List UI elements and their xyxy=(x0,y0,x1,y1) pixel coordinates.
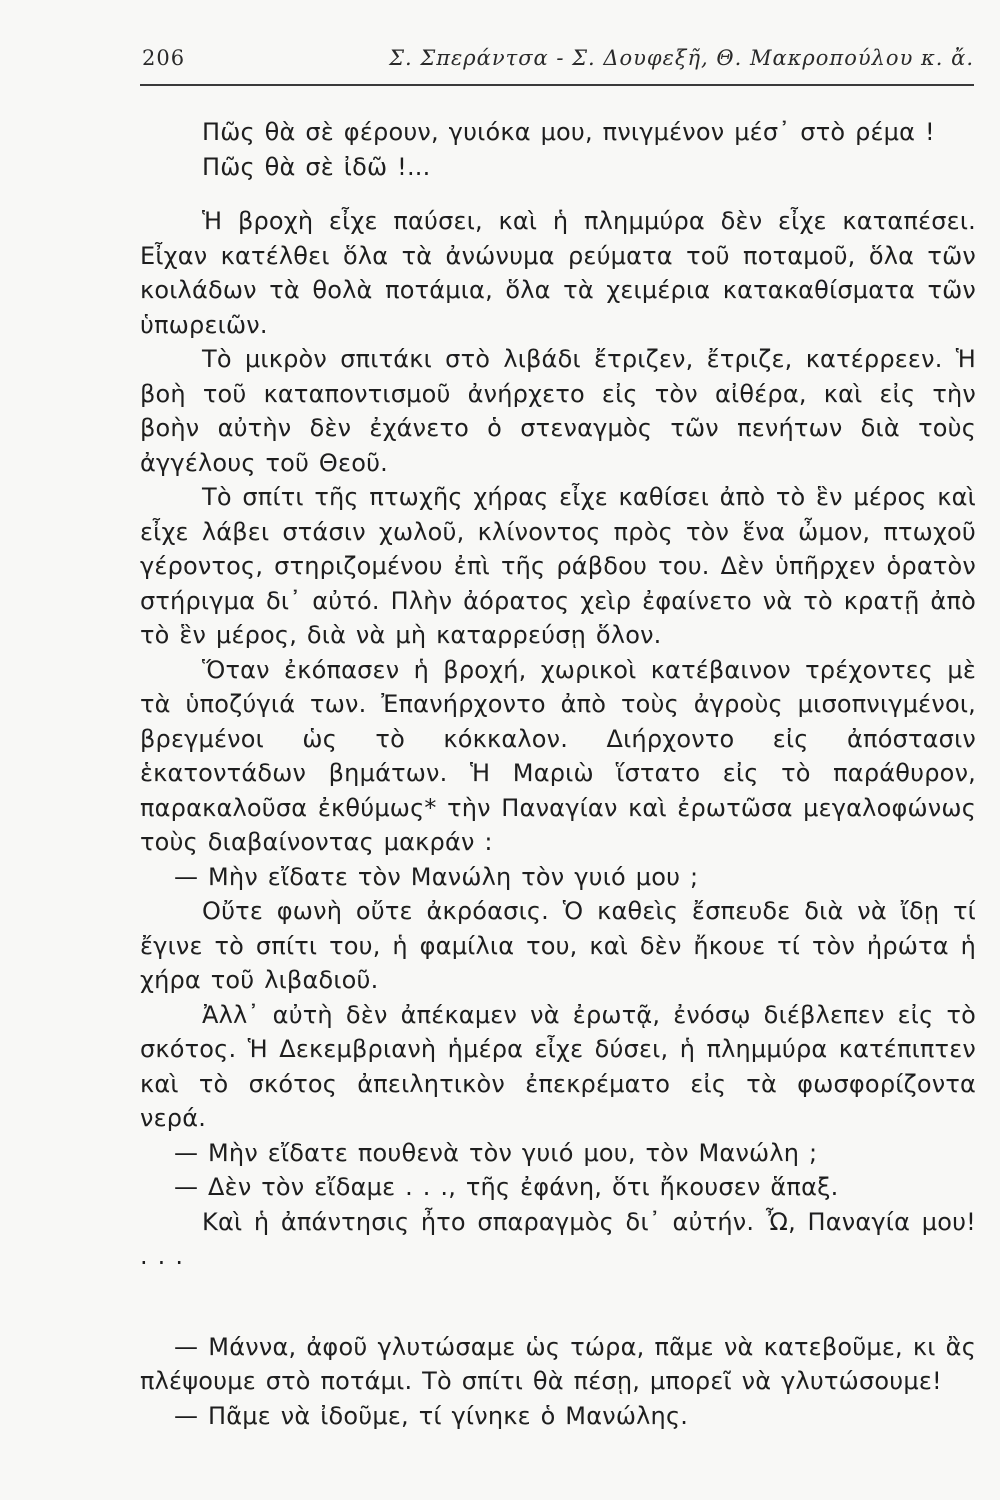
paragraph: Καὶ ἡ ἀπάντησις ἦτο σπαραγμὸς δι᾽ αὐτήν. Ὦ, Παναγία μου! . . . xyxy=(140,1207,976,1270)
paragraph: Ἀλλ᾽ αὐτὴ δὲν ἀπέκαμεν νὰ ἐρωτᾷ, ἐνόσῳ διέβλεπεν εἰς τὸ σκότος. Ἡ Δεκεμβριανὴ ἡμέρα εἶχε δύσει, ἡ πλημμύρα κατέπιπτεν καὶ τὸ σκότος ἀπειλητικὸν ἐπεκρέματο εἰς τὰ φωσφορίζοντα νερά. xyxy=(140,1000,976,1132)
page-number: 206 xyxy=(142,46,186,70)
paragraph: Τὸ μικρὸν σπιτάκι στὸ λιβάδι ἔτριζεν, ἔτριζε, κατέρρεεν. Ἡ βοὴ τοῦ καταποντισμοῦ ἀνήρχετο εἰς τὸν αἰθέρα, καὶ εἰς τὴν βοὴν αὐτὴν δὲν ἐχάνετο ὁ στεναγμὸς τῶν πενήτων διὰ τοὺς ἀγγέλους τοῦ Θεοῦ. xyxy=(140,345,976,477)
paragraph: Ἡ βροχὴ εἶχε παύσει, καὶ ἡ πλημμύρα δὲν εἶχε καταπέσει. Εἶχαν κατέλθει ὅλα τὰ ἀνώνυμα ρεύματα τοῦ ποταμοῦ, ὅλα τῶν κοιλάδων τὰ θολὰ ποτάμια, ὅλα τὰ χειμέρια κατακαθίσματα τῶν ὑπωρειῶν. xyxy=(140,207,976,339)
dialogue-line: — Μὴν εἴδατε πουθενὰ τὸν γυιό μου, τὸν Μανώλη ; xyxy=(174,1138,818,1167)
verse-line: Πῶς θὰ σὲ ἰδῶ !... xyxy=(202,152,431,181)
body-text xyxy=(140,115,976,1433)
spacer xyxy=(140,1274,976,1330)
dialogue-line: — Δὲν τὸν εἴδαμε . . ., τῆς ἐφάνη, ὅτι ἤκουσεν ἅπαξ. xyxy=(174,1173,839,1201)
paragraph: Ὅταν ἐκόπασεν ἡ βροχή, χωρικοὶ κατέβαινον τρέχοντες μὲ τὰ ὑποζύγιά των. Ἐπανήρχοντο ἀπὸ τοὺς ἀγροὺς μισοπνιγμένοι, βρεγμένοι ὡς τὸ κόκκαλον. Διήρχοντο εἰς ἀπόστασιν ἑκατοντάδων βημάτων. Ἡ Μαριὼ ἵστατο εἰς τὸ παράθυρον, παρακαλοῦσα ἐκθύμως* τὴν Παναγίαν καὶ ἐρωτῶσα μεγαλοφώνως τοὺς διαβαίνοντας μακράν : xyxy=(140,655,976,856)
running-head: Σ. Σπεράντσα - Σ. Δουφεξῆ, Θ. Μακροπούλου κ. ἄ. xyxy=(389,46,974,70)
page-header xyxy=(140,42,974,82)
paragraph: Οὔτε φωνὴ οὔτε ἀκρόασις. Ὁ καθεὶς ἔσπευδε διὰ νὰ ἴδῃ τί ἔγινε τὸ σπίτι του, ἡ φαμίλια του, καὶ δὲν ἤκουε τί τὸν ἠρώτα ἡ χήρα τοῦ λιβαδιοῦ. xyxy=(140,897,976,994)
verse-line: Πῶς θὰ σὲ φέρουν, γυιόκα μου, πνιγμένον μέσ᾽ στὸ ρέμα ! xyxy=(202,118,935,146)
header-rule xyxy=(140,84,974,86)
dialogue-line: — Μὴν εἴδατε τὸν Μανώλη τὸν γυιό μου ; xyxy=(174,862,699,891)
paragraph: Τὸ σπίτι τῆς πτωχῆς χήρας εἶχε καθίσει ἀπὸ τὸ ἓν μέρος καὶ εἶχε λάβει στάσιν χωλοῦ, κλίνοντος πρὸς τὸν ἕνα ὦμον, πτωχοῦ γέροντος, στηριζομένου ἐπὶ τῆς ράβδου του. Δὲν ὑπῆρχεν ὁρατὸν στήριγμα δι᾽ αὐτό. Πλὴν ἀόρατος χεὶρ ἐφαίνετο νὰ τὸ κρατῇ ἀπὸ τὸ ἓν μέρος, διὰ νὰ μὴ καταρρεύσῃ ὅλον. xyxy=(140,483,976,649)
dialogue-line: — Μάννα, ἀφοῦ γλυτώσαμε ὡς τώρα, πᾶμε νὰ κατεβοῦμε, κι ἂς πλέψουμε στὸ ποτάμι. Τὸ σπίτι θὰ πέσῃ, μπορεῖ νὰ γλυτώσουμε! xyxy=(140,1332,976,1395)
dialogue-line: — Πᾶμε νὰ ἰδοῦμε, τί γίνηκε ὁ Μανώλης. xyxy=(174,1401,689,1430)
spacer xyxy=(140,184,976,204)
